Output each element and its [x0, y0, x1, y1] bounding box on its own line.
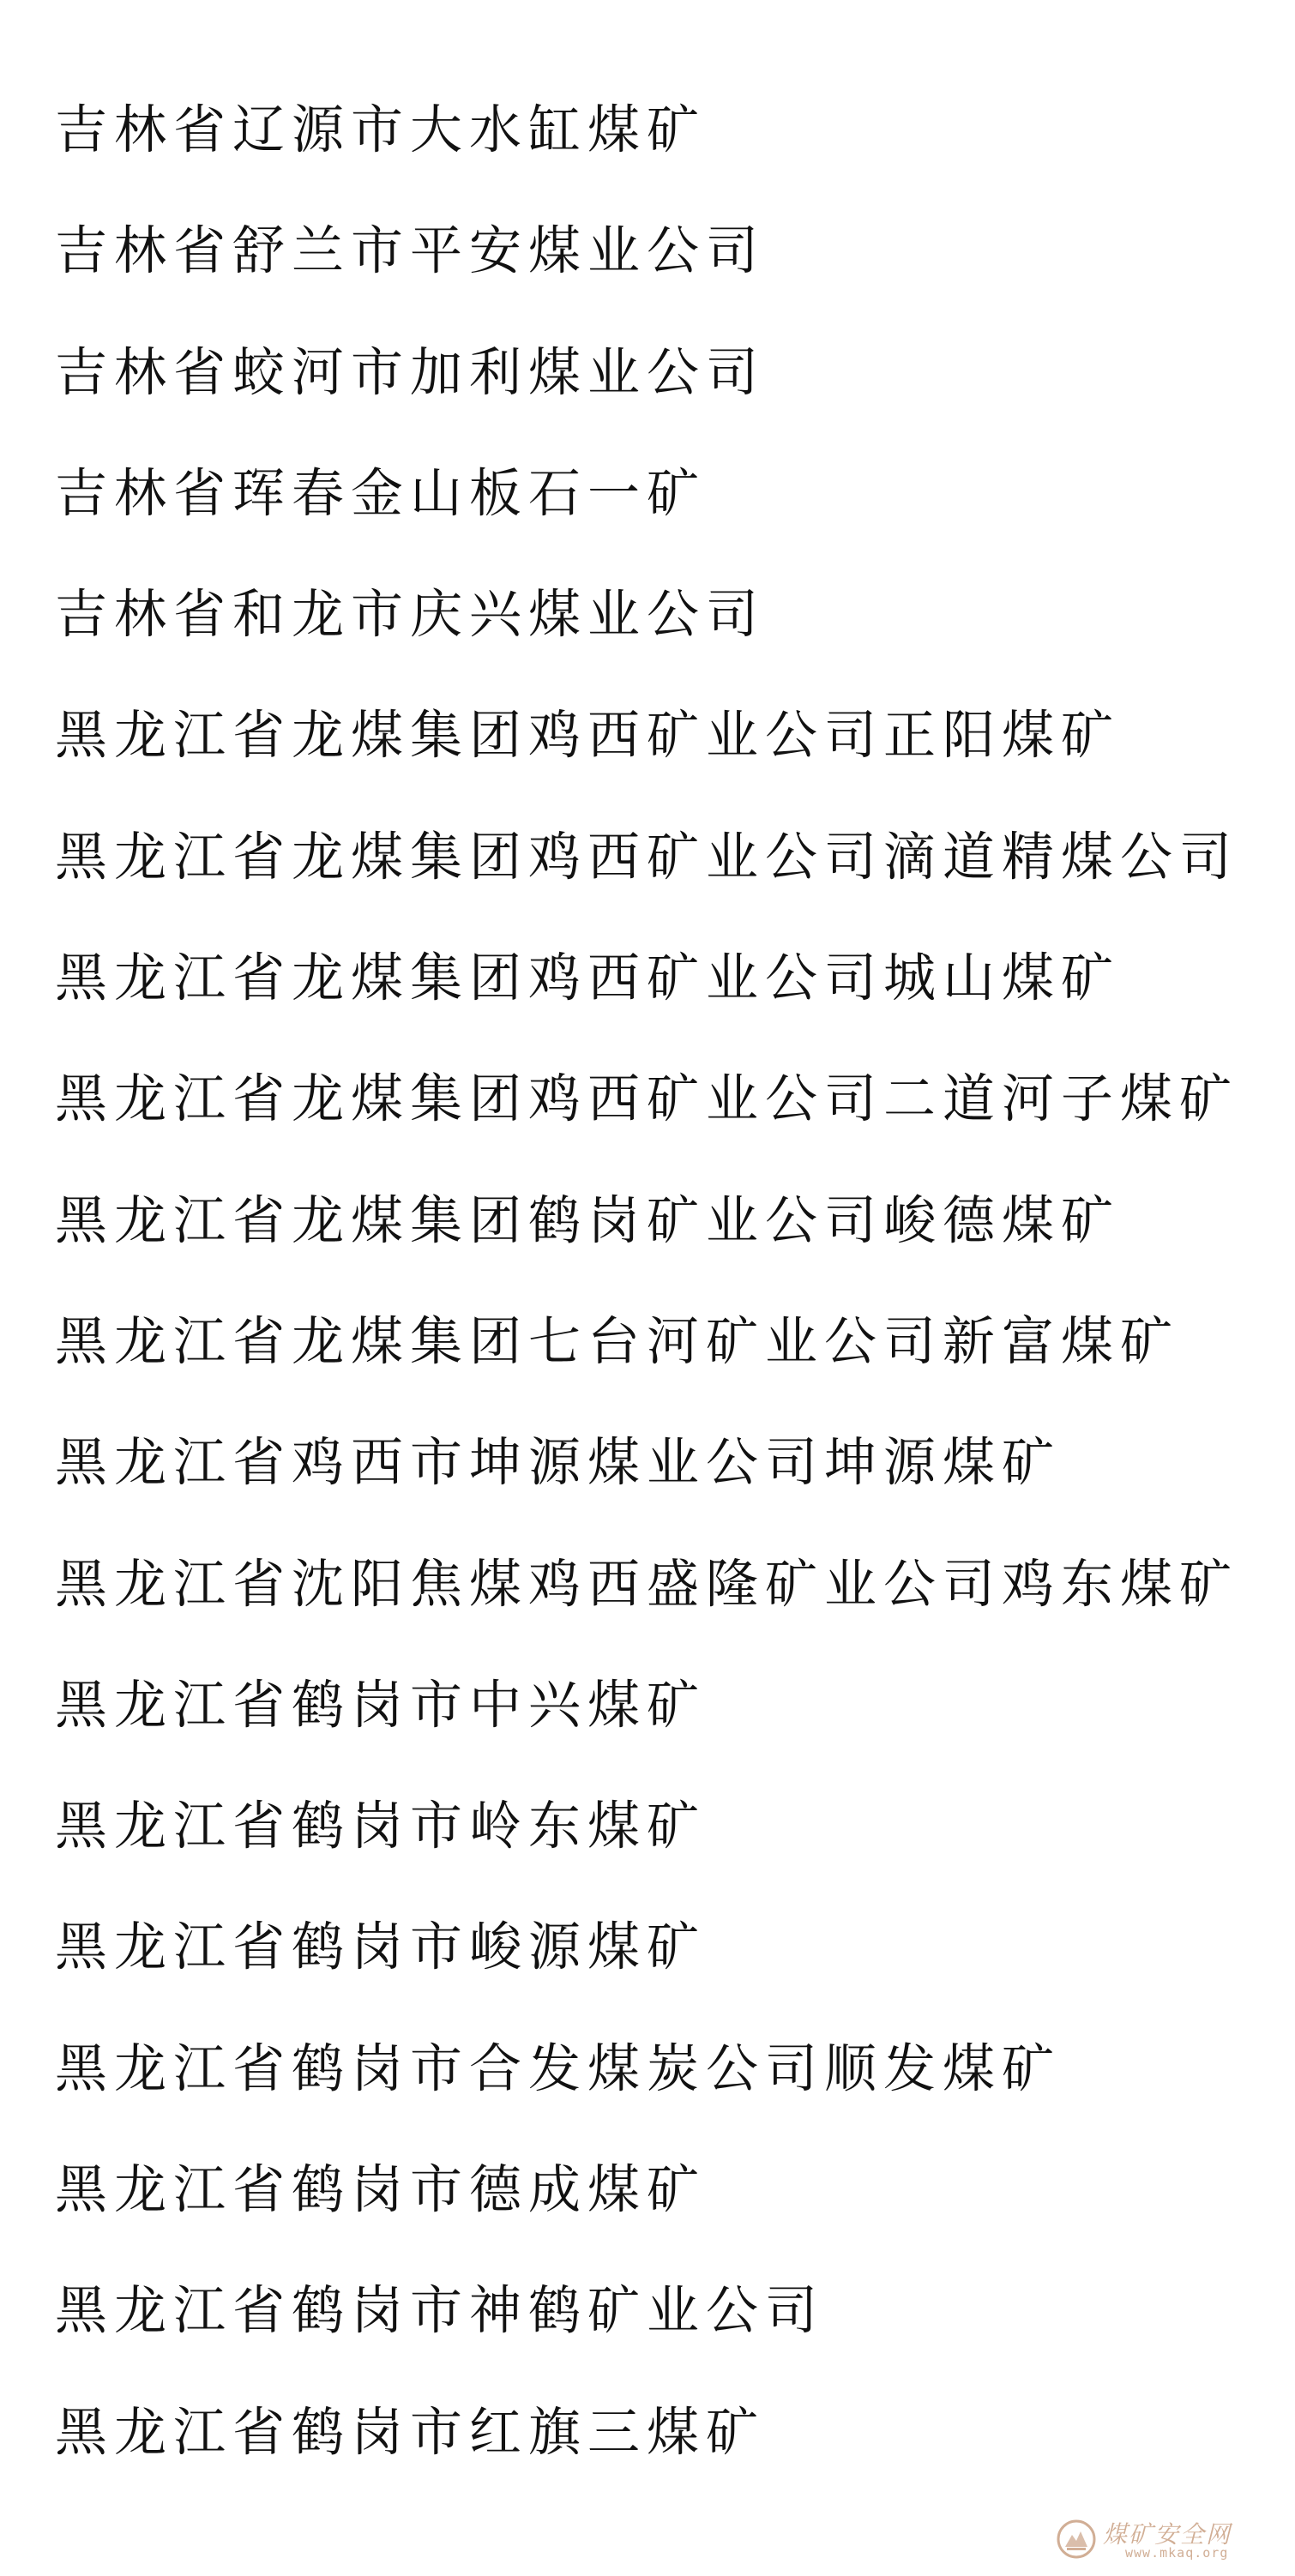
list-item: 黑龙江省龙煤集团鸡西矿业公司城山煤矿	[55, 948, 1121, 1009]
list-item: 吉林省蛟河市加利煤业公司	[55, 341, 766, 403]
list-item: 吉林省和龙市庆兴煤业公司	[55, 584, 766, 646]
list-item: 黑龙江省龙煤集团七台河矿业公司新富煤矿	[55, 1310, 1180, 1372]
list-item: 黑龙江省沈阳焦煤鸡西盛隆矿业公司鸡东煤矿	[55, 1553, 1239, 1615]
site-watermark	[1057, 2516, 1262, 2564]
list-item: 黑龙江省鹤岗市合发煤炭公司顺发煤矿	[55, 2037, 1062, 2099]
list-item: 黑龙江省鹤岗市神鹤矿业公司	[55, 2280, 825, 2342]
list-item: 黑龙江省龙煤集团鸡西矿业公司二道河子煤矿	[55, 1068, 1239, 1130]
list-item: 黑龙江省龙煤集团鸡西矿业公司滴道精煤公司	[55, 826, 1239, 888]
list-item: 黑龙江省鹤岗市岭东煤矿	[55, 1796, 707, 1857]
list-item: 吉林省珲春金山板石一矿	[55, 462, 707, 524]
list-item: 黑龙江省龙煤集团鹤岗矿业公司峻德煤矿	[55, 1189, 1121, 1251]
list-item: 黑龙江省鹤岗市中兴煤矿	[55, 1674, 707, 1736]
watermark-url: www.mkaq.org	[1125, 2545, 1229, 2561]
list-item: 黑龙江省鹤岗市红旗三煤矿	[55, 2401, 766, 2463]
list-item: 黑龙江省鹤岗市德成煤矿	[55, 2159, 707, 2221]
document-list	[55, 94, 1238, 2518]
list-item: 黑龙江省龙煤集团鸡西矿业公司正阳煤矿	[55, 705, 1121, 767]
list-item: 吉林省舒兰市平安煤业公司	[55, 220, 766, 282]
list-item: 黑龙江省鸡西市坤源煤业公司坤源煤矿	[55, 1432, 1062, 1494]
mine-logo-icon	[1057, 2519, 1096, 2559]
list-item: 黑龙江省鹤岗市峻源煤矿	[55, 1917, 707, 1978]
list-item: 吉林省辽源市大水缸煤矿	[55, 99, 707, 160]
watermark-title: 煤矿安全网	[1103, 2520, 1232, 2549]
